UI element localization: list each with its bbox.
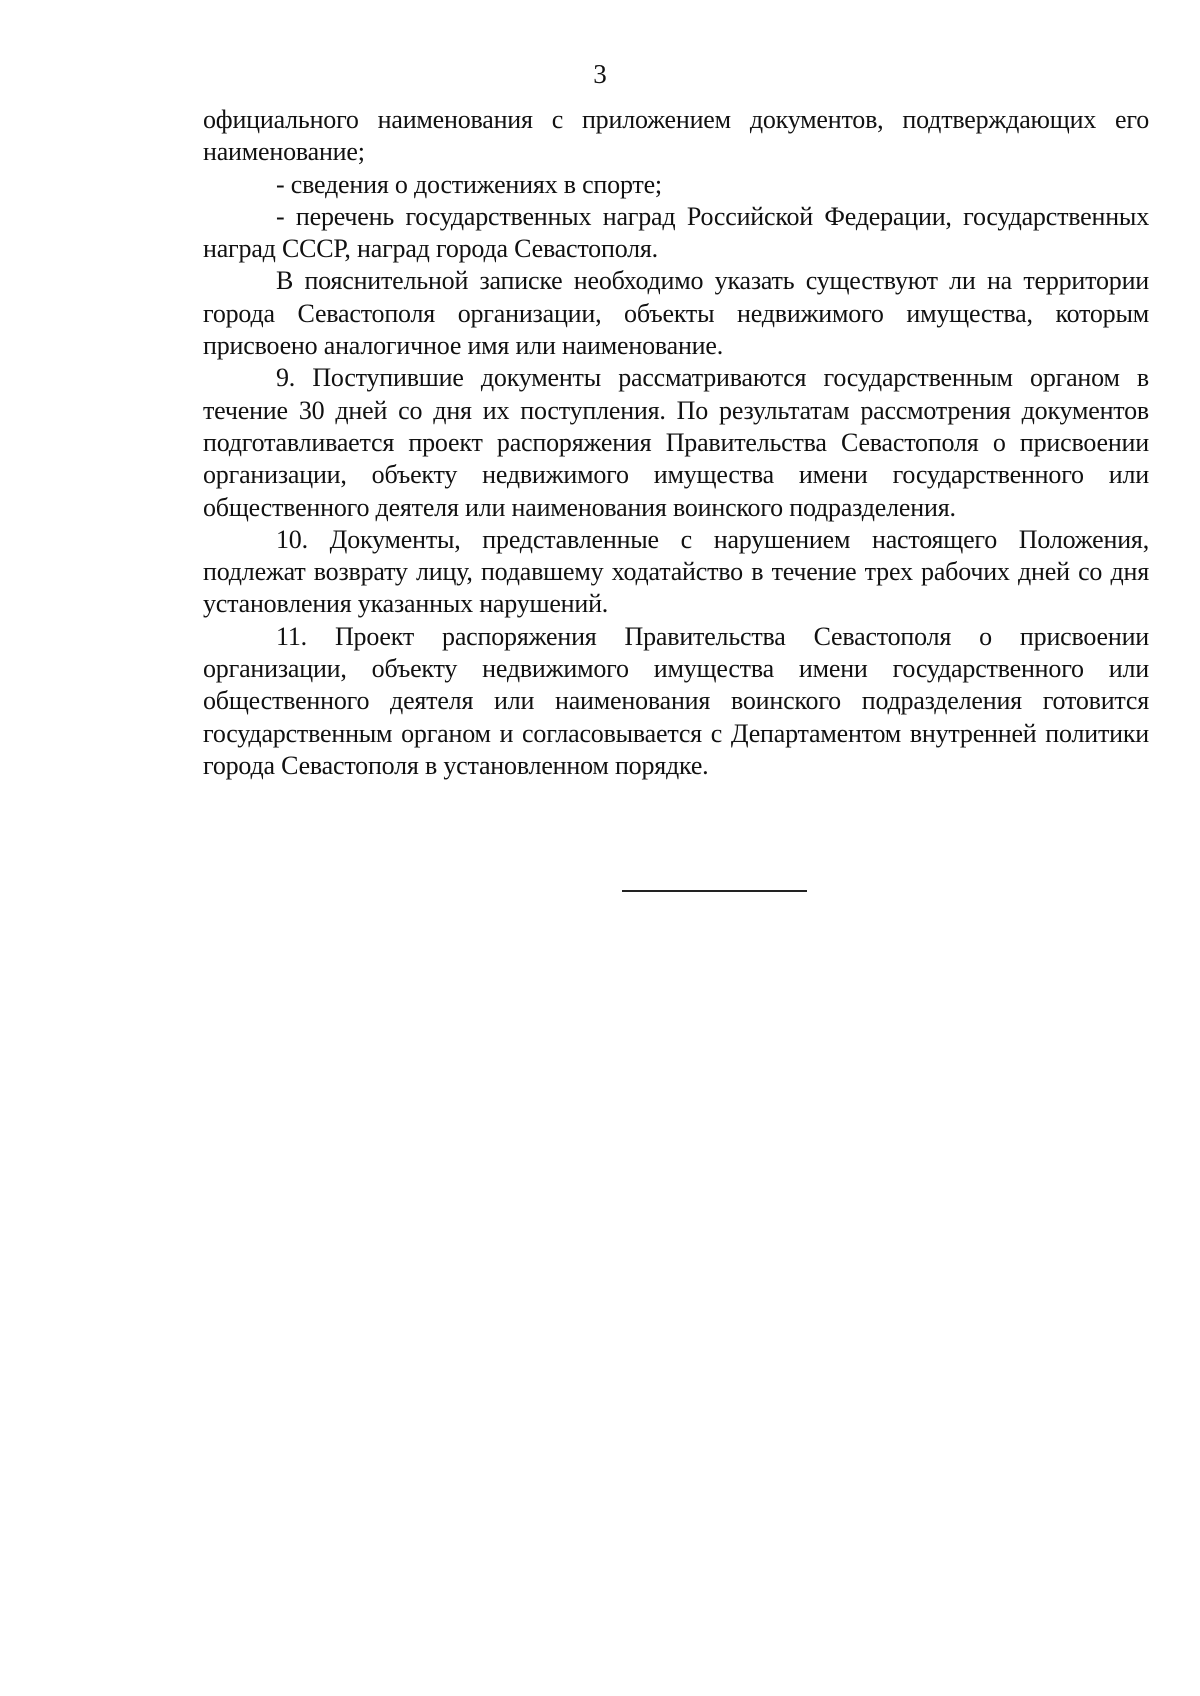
clause-9: 9. Поступившие документы рассматриваются государственным органом в течение 30 дней со дня их поступления. По результатам рассмотрения документов подготавливается проект распоряжения Правительства Севастополя о присвоении организации, объекту недвижимого имущества имени государственного или общественного деятеля или наименования воинского подразделения. (203, 363, 1149, 522)
list-item-sport-achievements: - сведения о достижениях в спорте; (276, 169, 662, 199)
page-number: 3 (593, 59, 607, 89)
clause-10: 10. Документы, представленные с нарушением настоящего Положения, подлежат возврату лицу, подавшему ходатайство в течение трех рабочих дней со дня установления указанных нарушений. (203, 524, 1149, 619)
end-separator-line (622, 890, 807, 892)
clause-11: 11. Проект распоряжения Правительства Севастополя о присвоении организации, объекту недвижимого имущества имени государственного или общественного деятеля или наименования воинского подразделения готовится государственным органом и согласовывается с Департаментом внутренней политики города Севастополя в установленном порядке. (203, 621, 1149, 780)
paragraph-continuation: официального наименования с приложением документов, подтверждающих его наименование; (203, 105, 1149, 167)
document-body (203, 104, 1149, 782)
list-item-state-awards: - перечень государственных наград Российской Федерации, государственных наград СССР, наград города Севастополя. (203, 201, 1149, 264)
paragraph-explanatory-note: В пояснительной записке необходимо указать существуют ли на территории города Севастополя организации, объекты недвижимого имущества, которым присвоено аналогичное имя или наименование. (203, 266, 1149, 361)
